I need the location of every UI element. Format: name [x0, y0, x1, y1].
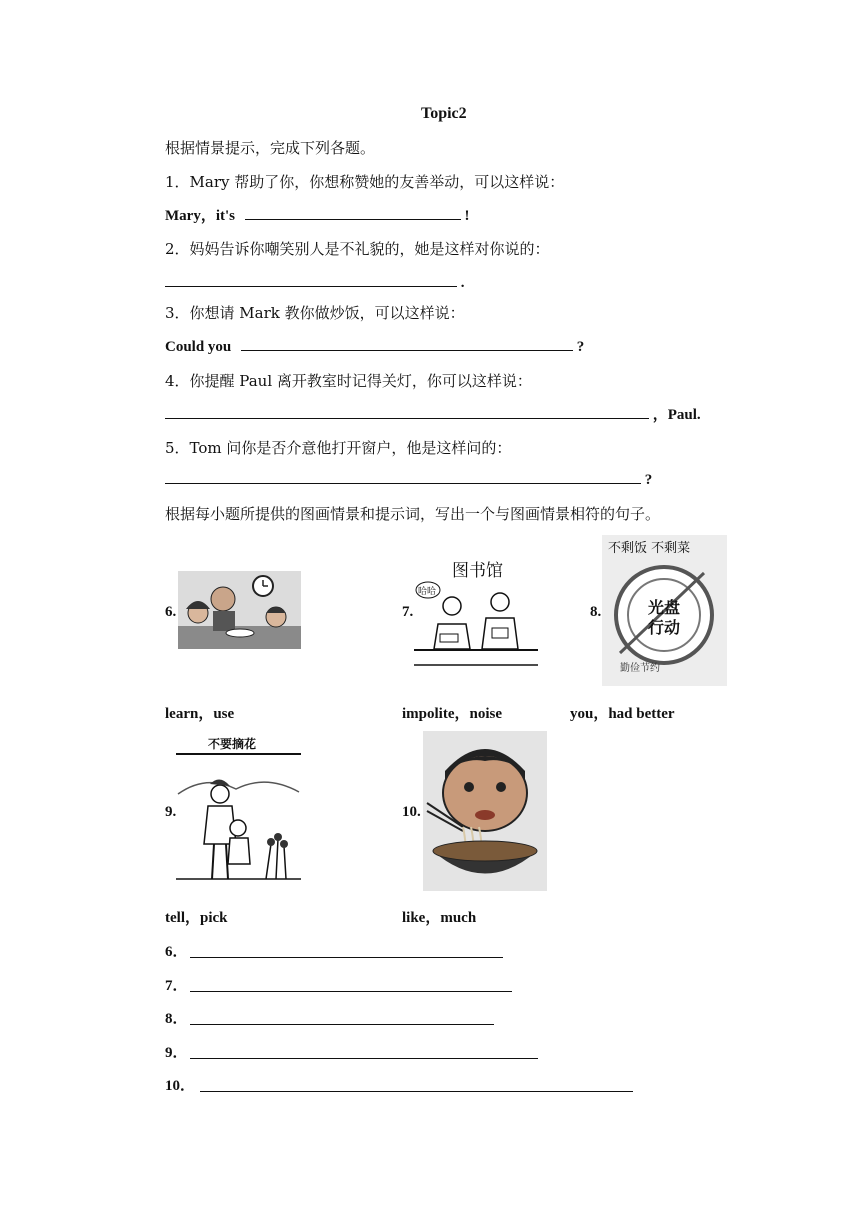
q4-answer-suffix: ，Paul. — [652, 407, 701, 423]
q4-answer-row — [165, 403, 701, 424]
answer-10-number: 10． — [165, 1078, 196, 1094]
q1-answer-suffix: ! — [464, 208, 470, 224]
picture-7-library-scene — [414, 554, 538, 668]
answer-7-blank[interactable] — [190, 991, 512, 992]
picture-8-center-text-2: 行动 — [648, 618, 681, 637]
picture-8-top-text: 不剩饭 不剩菜 — [608, 541, 691, 556]
picture-10-hint: like，much — [402, 910, 477, 926]
q2-answer-suffix: . — [460, 275, 465, 291]
answer-8-blank[interactable] — [190, 1024, 494, 1025]
picture-9-do-not-pick-flowers — [176, 734, 301, 885]
q5-answer-row — [165, 469, 652, 489]
q4-prompt: 4．你提醒 Paul 离开教室时记得关灯，你可以这样说： — [165, 372, 532, 390]
picture-10-boy-eating-noodles — [423, 731, 547, 891]
answer-10-blank[interactable] — [200, 1091, 633, 1092]
picture-8-center-text-1: 光盘 — [648, 598, 681, 617]
picture-7-number: 7. — [402, 604, 414, 620]
picture-6-hint: learn，use — [165, 706, 235, 722]
answer-row-10 — [165, 1074, 195, 1095]
picture-8-number: 8. — [590, 604, 602, 620]
q3-answer-blank[interactable] — [241, 336, 573, 351]
q1-prompt: 1．Mary 帮助了你，你想称赞她的友善举动，可以这样说： — [165, 173, 565, 191]
q3-answer-prefix: Could you — [165, 339, 232, 355]
q5-answer-blank[interactable] — [165, 469, 641, 484]
q3-answer-row — [165, 336, 584, 356]
answer-row-9 — [165, 1041, 188, 1062]
q4-answer-blank[interactable] — [165, 404, 649, 419]
picture-8-clear-plate-campaign — [602, 535, 727, 686]
q5-prompt: 5．Tom 问你是否介意他打开窗户，他是这样问的： — [165, 439, 512, 457]
picture-6-family-dinner — [178, 571, 301, 649]
answer-row-6 — [165, 940, 188, 961]
answer-9-number: 9． — [165, 1045, 188, 1061]
q3-answer-suffix: ? — [576, 339, 585, 355]
answer-row-7 — [165, 974, 188, 995]
picture-7-hint: impolite，noise — [402, 706, 502, 722]
section2-instruction: 根据每小题所提供的图画情景和提示词，写出一个与图画情景相符的句子。 — [165, 505, 661, 523]
picture-9-number: 9. — [165, 804, 177, 820]
answer-6-blank[interactable] — [190, 957, 503, 958]
q2-prompt: 2．妈妈告诉你嘲笑别人是不礼貌的，她是这样对你说的： — [165, 240, 550, 258]
q1-answer-prefix: Mary，it's — [165, 208, 235, 224]
picture-10-number: 10. — [402, 804, 421, 820]
picture-7-bubble: 哈哈 — [418, 587, 437, 597]
answer-7-number: 7． — [165, 978, 188, 994]
picture-6-number: 6. — [165, 604, 177, 620]
answer-row-8 — [165, 1007, 188, 1028]
picture-8-hint: you，had better — [570, 706, 675, 722]
q1-answer-blank[interactable] — [245, 205, 461, 220]
page-title: Topic2 — [421, 105, 467, 122]
answer-8-number: 8． — [165, 1011, 188, 1027]
q5-answer-suffix: ? — [644, 472, 653, 488]
picture-9-sign: 不要摘花 — [208, 737, 257, 751]
picture-7-sign: 图书馆 — [452, 561, 503, 581]
answer-9-blank[interactable] — [190, 1058, 538, 1059]
picture-9-hint: tell，pick — [165, 910, 228, 926]
q2-answer-blank[interactable] — [165, 272, 457, 287]
answer-6-number: 6． — [165, 944, 188, 960]
picture-8-bottom-text: 勤俭节约 — [620, 663, 660, 674]
q1-answer-row — [165, 204, 469, 225]
q3-prompt: 3．你想请 Mark 教你做炒饭，可以这样说： — [165, 304, 465, 322]
q2-answer-row — [165, 272, 465, 292]
section1-instruction: 根据情景提示，完成下列各题。 — [165, 139, 376, 157]
